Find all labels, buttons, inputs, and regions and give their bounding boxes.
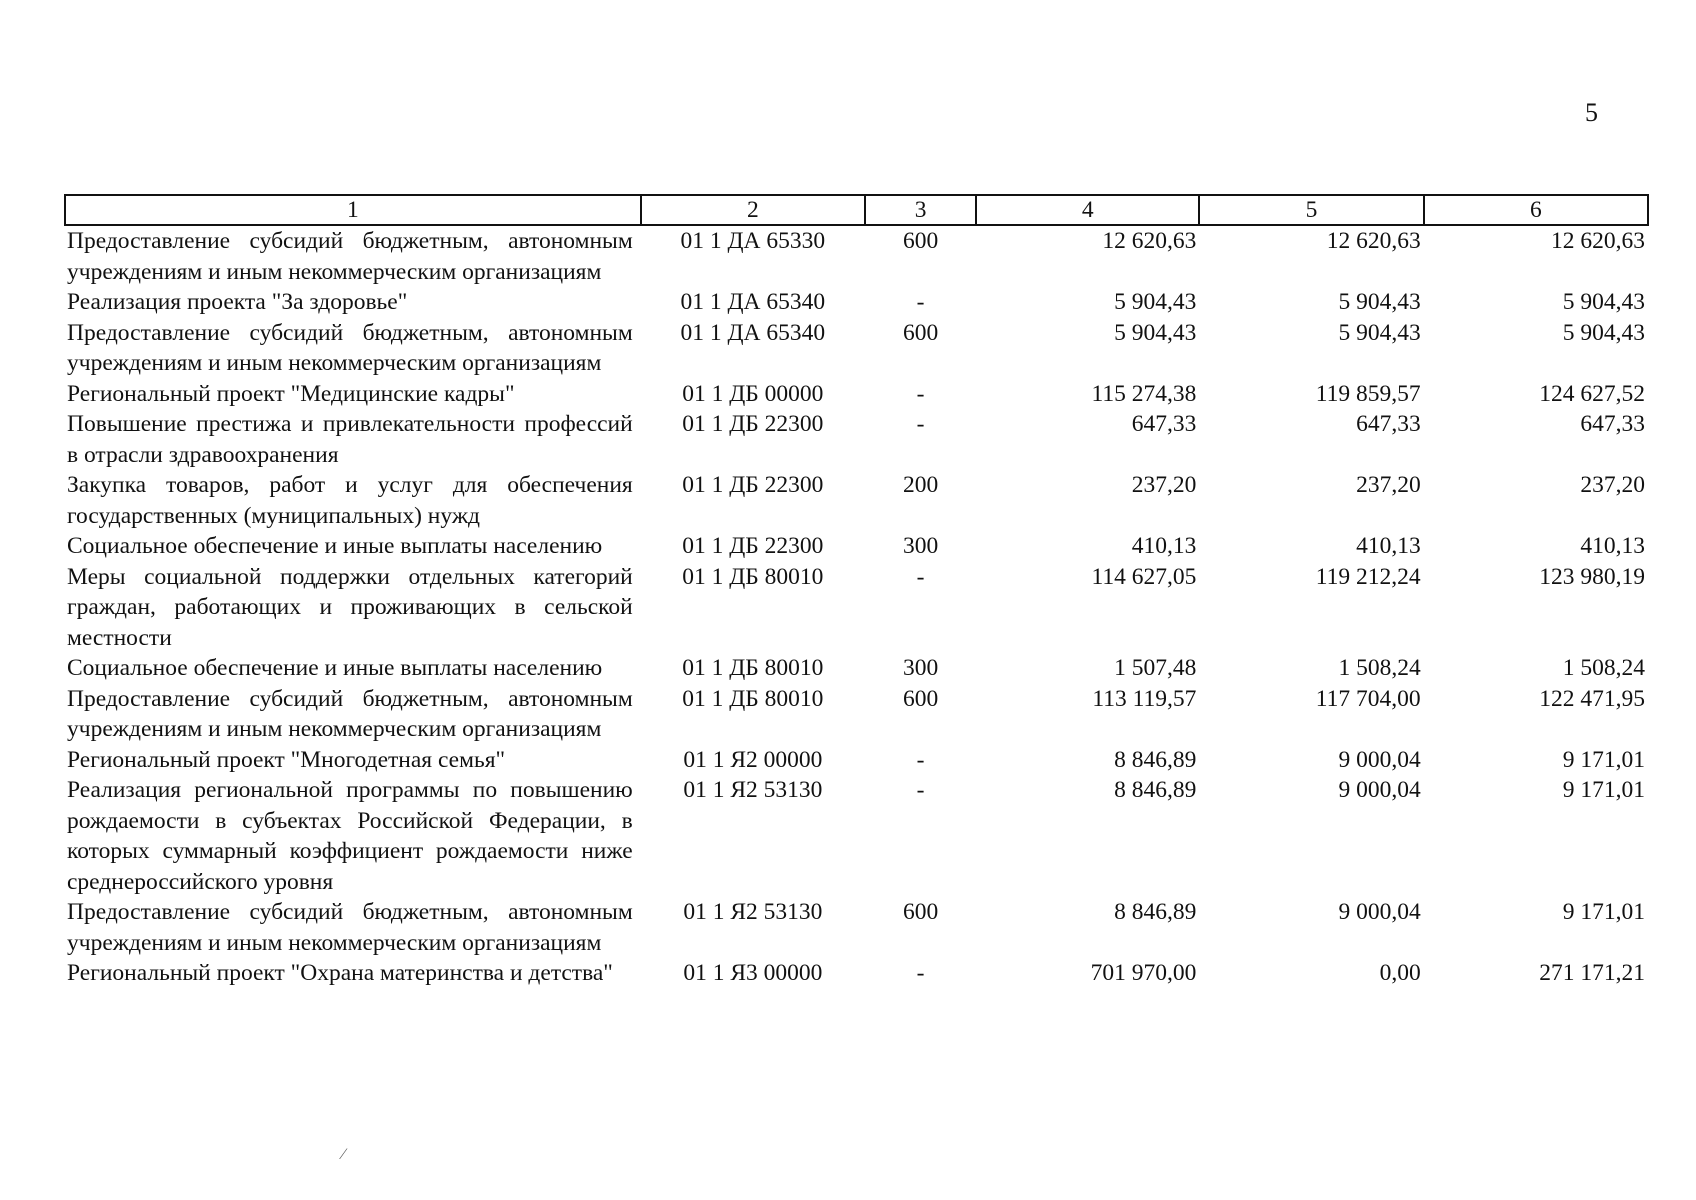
table-row: [65, 562, 1648, 654]
classification-code-cell: 01 1 ДА 65340: [680, 289, 826, 315]
amount-col-5-cell: 1 508,24: [1338, 655, 1421, 681]
expense-type-cell: -: [916, 960, 925, 986]
classification-code-cell: 01 1 ДА 65340: [680, 319, 826, 346]
item-name-cell: Предоставление субсидий бюджетным, автономным учреждениям и иным некоммерческим организациям: [67, 228, 633, 285]
amount-col-4-cell: 113 119,57: [1092, 685, 1197, 712]
item-name-cell: Предоставление субсидий бюджетным, автономным учреждениям и иным некоммерческим организациям: [67, 319, 633, 376]
amount-col-5-cell: 0,00: [1379, 960, 1421, 986]
amount-col-5-cell: 410,13: [1356, 533, 1421, 559]
header-col-6: 6: [1424, 195, 1648, 225]
amount-col-6-cell: 9 171,01: [1562, 777, 1645, 803]
table-row: [65, 958, 1648, 989]
amount-col-6-cell: 123 980,19: [1539, 563, 1645, 590]
table-row: [65, 745, 1648, 776]
amount-col-6-cell: 9 171,01: [1562, 746, 1645, 773]
table-row: [65, 225, 1648, 287]
amount-col-6-cell: 122 471,95: [1539, 685, 1645, 712]
amount-col-5-cell: 9 000,04: [1338, 899, 1421, 925]
table-row: [65, 531, 1648, 562]
amount-col-4-cell: 12 620,63: [1102, 228, 1197, 254]
amount-col-6-cell: 271 171,21: [1539, 960, 1645, 986]
table-row: [65, 379, 1648, 410]
amount-col-4-cell: 237,20: [1131, 472, 1197, 498]
expense-type-cell: 600: [902, 899, 939, 925]
expense-type-cell: -: [916, 746, 925, 773]
amount-col-6-cell: 5 904,43: [1562, 319, 1645, 346]
amount-col-4-cell: 1 507,48: [1114, 655, 1197, 681]
classification-code-cell: 01 1 ДБ 80010: [682, 655, 824, 681]
table-row: [65, 684, 1648, 745]
amount-col-5-cell: 119 212,24: [1315, 563, 1421, 590]
amount-col-6-cell: 237,20: [1580, 472, 1645, 498]
amount-col-6-cell: 410,13: [1580, 533, 1645, 559]
amount-col-4-cell: 5 904,43: [1114, 319, 1197, 346]
table-row: [65, 318, 1648, 379]
amount-col-4-cell: 114 627,05: [1091, 563, 1197, 590]
classification-code-cell: 01 1 Я3 00000: [683, 960, 823, 986]
classification-code-cell: 01 1 ДБ 80010: [682, 685, 824, 712]
item-name-cell: Реализация региональной программы по повышению рождаемости в субъектах Российской Федерации, в которых суммарный коэффициент рождаемости ниже среднероссийского уровня: [67, 777, 633, 895]
expense-type-cell: -: [916, 777, 925, 803]
amount-col-6-cell: 5 904,43: [1562, 289, 1645, 315]
amount-col-5-cell: 647,33: [1356, 411, 1421, 437]
amount-col-5-cell: 12 620,63: [1326, 228, 1421, 254]
amount-col-6-cell: 12 620,63: [1551, 228, 1645, 254]
amount-col-5-cell: 119 859,57: [1315, 380, 1421, 407]
amount-col-4-cell: 8 846,89: [1114, 777, 1197, 803]
item-name-cell: Повышение престижа и привлекательности профессий в отрасли здравоохранения: [67, 411, 633, 468]
amount-col-4-cell: 647,33: [1131, 411, 1197, 437]
item-name-cell: Реализация проекта "За здоровье": [67, 289, 408, 315]
expense-type-cell: 200: [902, 472, 939, 498]
classification-code-cell: 01 1 ДБ 22300: [682, 411, 824, 437]
header-col-3: 3: [865, 195, 976, 225]
amount-col-6-cell: 647,33: [1580, 411, 1645, 437]
table-row: [65, 653, 1648, 684]
amount-col-4-cell: 8 846,89: [1114, 899, 1197, 925]
item-name-cell: Региональный проект "Многодетная семья": [67, 746, 506, 773]
scan-artifact: ⁄: [342, 1146, 345, 1163]
item-name-cell: Предоставление субсидий бюджетным, автономным учреждениям и иным некоммерческим организациям: [67, 899, 633, 956]
item-name-cell: Закупка товаров, работ и услуг для обеспечения государственных (муниципальных) нужд: [67, 472, 633, 529]
table-row: [65, 897, 1648, 958]
page-number: 5: [1585, 98, 1598, 127]
item-name-cell: Социальное обеспечение и иные выплаты населению: [67, 655, 603, 681]
classification-code-cell: 01 1 ДБ 80010: [682, 563, 824, 590]
classification-code-cell: 01 1 ДА 65330: [680, 228, 826, 254]
amount-col-4-cell: 8 846,89: [1114, 746, 1197, 773]
table-row: [65, 287, 1648, 318]
budget-table: [64, 194, 1649, 989]
header-col-1: 1: [65, 195, 641, 225]
table-header-row: [65, 195, 1648, 225]
header-col-4: 4: [976, 195, 1199, 225]
classification-code-cell: 01 1 ДБ 00000: [682, 380, 824, 407]
item-name-cell: Социальное обеспечение и иные выплаты населению: [67, 533, 603, 559]
header-col-2: 2: [641, 195, 865, 225]
expense-type-cell: -: [916, 563, 925, 590]
amount-col-5-cell: 9 000,04: [1338, 777, 1421, 803]
amount-col-4-cell: 115 274,38: [1091, 380, 1197, 407]
amount-col-5-cell: 5 904,43: [1338, 289, 1421, 315]
amount-col-5-cell: 117 704,00: [1315, 685, 1421, 712]
amount-col-4-cell: 5 904,43: [1114, 289, 1197, 315]
table-row: [65, 409, 1648, 470]
item-name-cell: Региональный проект "Медицинские кадры": [67, 380, 515, 407]
item-name-cell: Меры социальной поддержки отдельных категорий граждан, работающих и проживающих в сельской местности: [67, 563, 633, 651]
amount-col-4-cell: 701 970,00: [1090, 960, 1197, 986]
expense-type-cell: 300: [902, 655, 939, 681]
item-name-cell: Предоставление субсидий бюджетным, автономным учреждениям и иным некоммерческим организациям: [67, 685, 633, 742]
expense-type-cell: -: [916, 380, 925, 407]
amount-col-4-cell: 410,13: [1131, 533, 1197, 559]
amount-col-5-cell: 9 000,04: [1338, 746, 1421, 773]
expense-type-cell: -: [916, 411, 925, 437]
amount-col-6-cell: 124 627,52: [1539, 380, 1645, 407]
table-row: [65, 775, 1648, 897]
classification-code-cell: 01 1 ДБ 22300: [682, 472, 824, 498]
expense-type-cell: 600: [902, 685, 939, 712]
amount-col-5-cell: 237,20: [1356, 472, 1421, 498]
table-body: [65, 225, 1648, 989]
header-col-5: 5: [1199, 195, 1423, 225]
item-name-cell: Региональный проект "Охрана материнства и детства": [67, 960, 613, 986]
expense-type-cell: 300: [902, 533, 939, 559]
expense-type-cell: 600: [902, 319, 939, 346]
table-row: [65, 470, 1648, 531]
amount-col-6-cell: 1 508,24: [1562, 655, 1645, 681]
classification-code-cell: 01 1 ДБ 22300: [682, 533, 824, 559]
amount-col-6-cell: 9 171,01: [1562, 899, 1645, 925]
classification-code-cell: 01 1 Я2 53130: [683, 899, 823, 925]
amount-col-5-cell: 5 904,43: [1338, 319, 1421, 346]
expense-type-cell: 600: [902, 228, 939, 254]
classification-code-cell: 01 1 Я2 53130: [683, 777, 823, 803]
classification-code-cell: 01 1 Я2 00000: [683, 746, 823, 773]
expense-type-cell: -: [916, 289, 925, 315]
